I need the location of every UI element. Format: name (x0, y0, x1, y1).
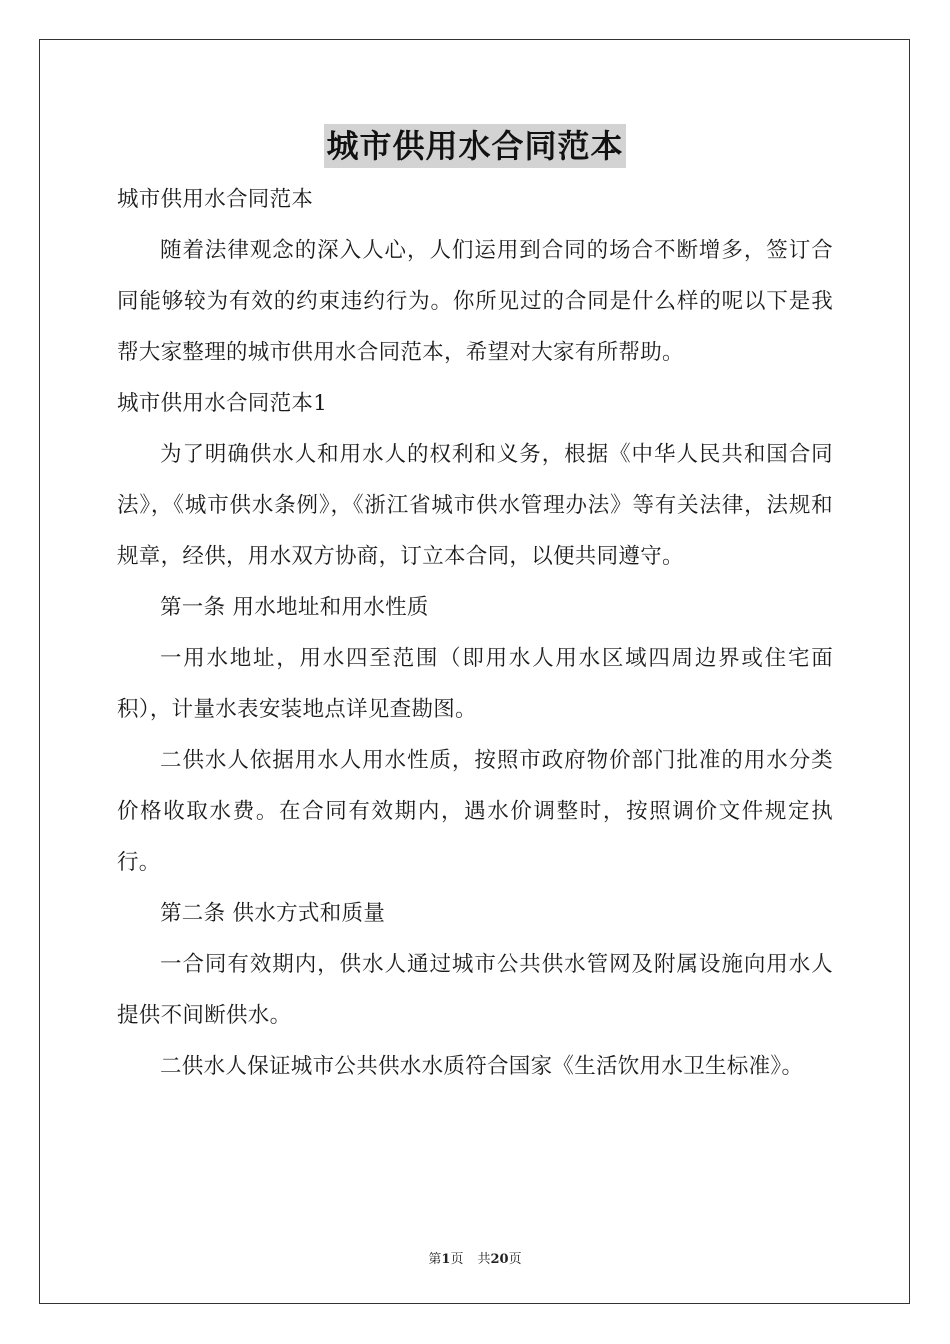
title-wrap (0, 124, 950, 168)
document-body (117, 174, 833, 1092)
total-pages: 20 (490, 1252, 509, 1267)
page-prefix: 第 (428, 1252, 442, 1267)
paragraph: 一用水地址，用水四至范围（即用水人用水区域四周边界或住宅面积），计量水表安装地点详见查勘图。 (117, 646, 833, 722)
paragraph: 为了明确供水人和用水人的权利和义务，根据《中华人民共和国合同法》，《城市供水条例》，《浙江省城市供水管理办法》等有关法律，法规和规章，经供，用水双方协商，订立本合同，以便共同遵守。 (117, 442, 833, 569)
paragraph: 随着法律观念的深入人心，人们运用到合同的场合不断增多，签订合同能够较为有效的约束违约行为。你所见过的合同是什么样的呢以下是我帮大家整理的城市供用水合同范本，希望对大家有所帮助。 (117, 238, 833, 365)
page-footer (0, 1248, 950, 1267)
paragraph: 二供水人依据用水人用水性质，按照市政府物价部门批准的用水分类价格收取水费。在合同有效期内，遇水价调整时，按照调价文件规定执行。 (117, 748, 833, 875)
page-number: 1 (441, 1252, 451, 1267)
document-title: 城市供用水合同范本 (324, 124, 625, 168)
page-suffix: 页 (450, 1252, 464, 1267)
paragraph: 城市供用水合同范本 (117, 187, 314, 212)
total-suffix: 页 (508, 1252, 522, 1267)
section-heading: 第二条 供水方式和质量 (160, 901, 386, 926)
paragraph: 二供水人保证城市公共供水水质符合国家《生活饮用水卫生标准》。 (160, 1054, 804, 1079)
paragraph: 一合同有效期内，供水人通过城市公共供水管网及附属设施向用水人提供不间断供水。 (117, 952, 833, 1028)
total-prefix: 共 (477, 1252, 491, 1267)
paragraph: 城市供用水合同范本1 (117, 391, 328, 416)
section-heading: 第一条 用水地址和用水性质 (160, 595, 429, 620)
